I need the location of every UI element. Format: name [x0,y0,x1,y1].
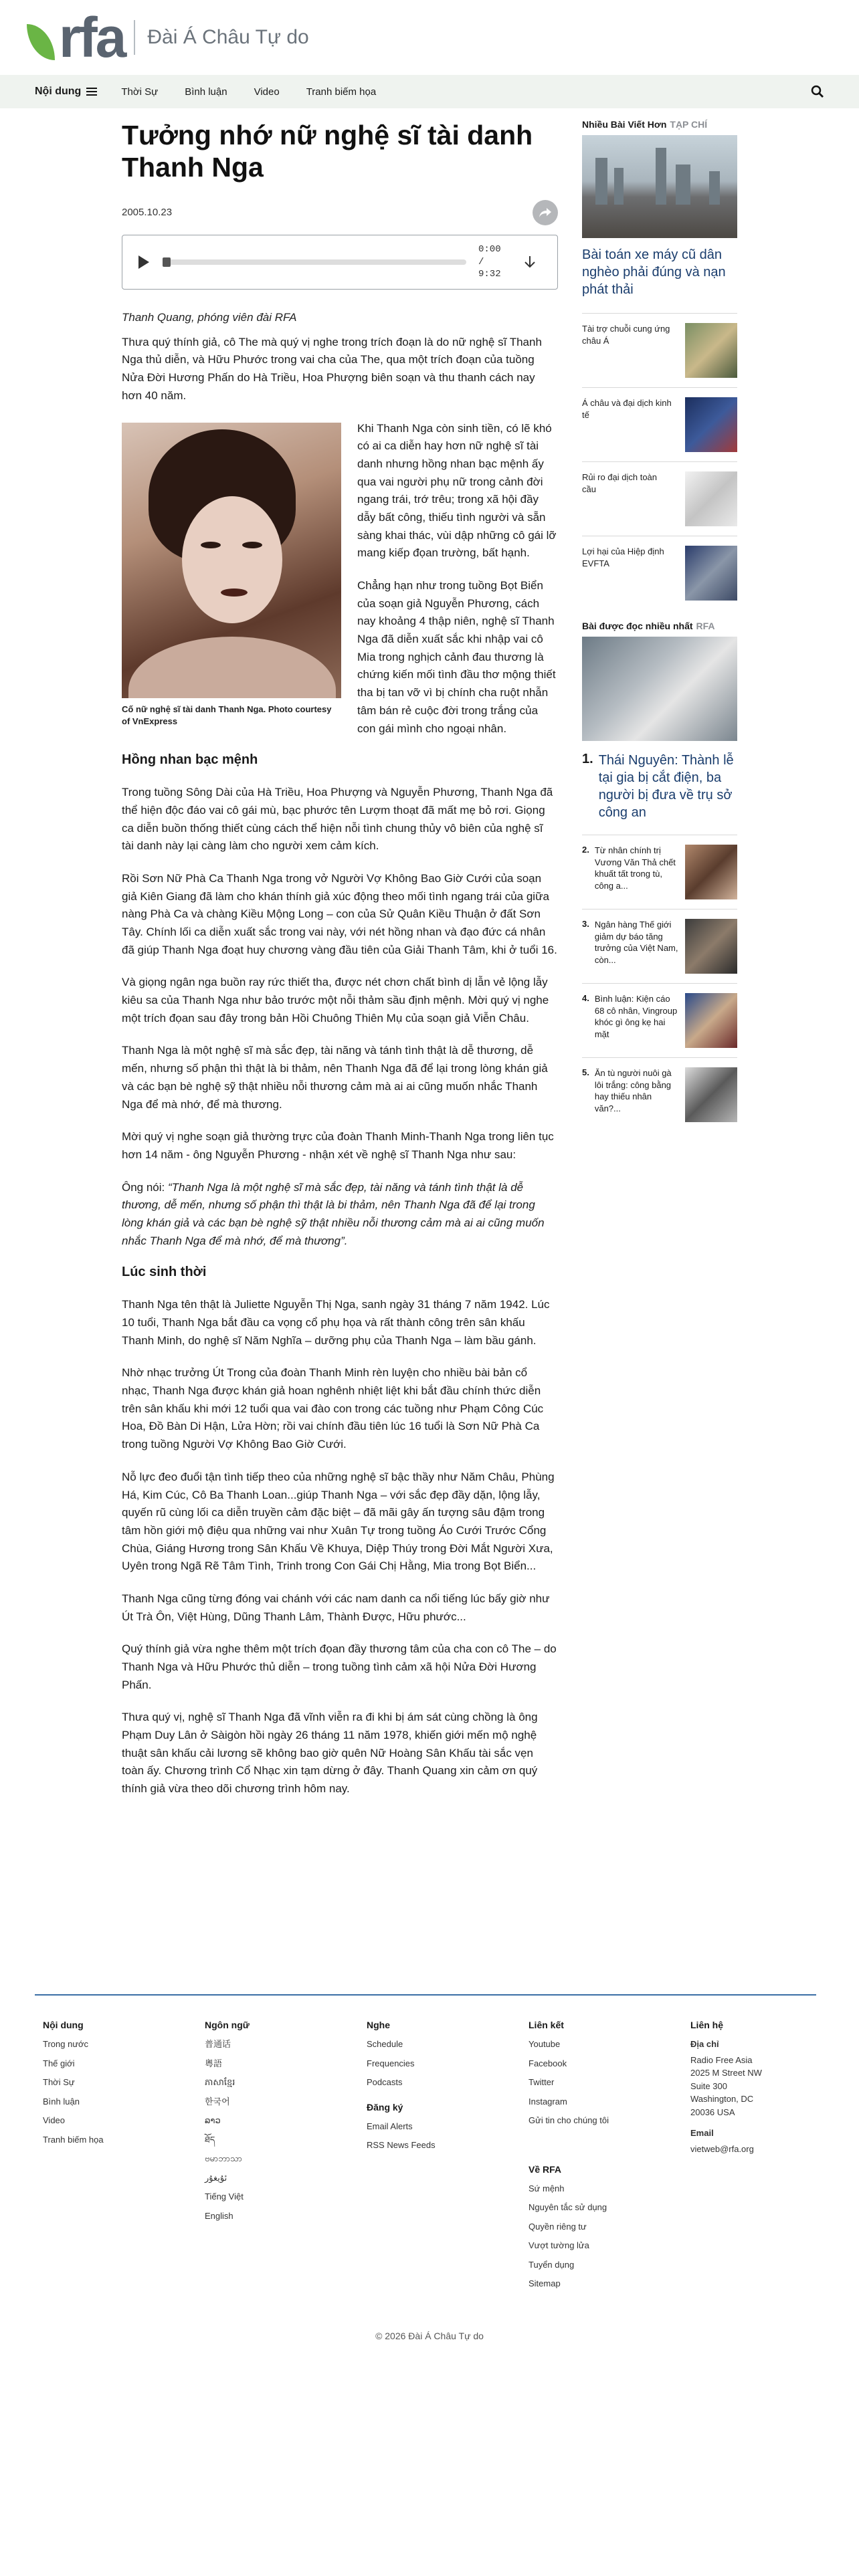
popular-item[interactable]: 4. Bình luận: Kiện cáo 68 cô nhân, Vingroup khóc gì ông kẹ hai mặt [582,983,737,1057]
nav-item-video[interactable]: Video [254,86,280,98]
footer-link[interactable]: Email Alerts [367,2121,413,2131]
paragraph: Thanh Nga tên thật là Juliette Nguyễn Thị Nga, sanh ngày 31 tháng 7 năm 1942. Lúc 10 tuổi, Thanh Nga bắt đầu ca vọng cổ phụ họa và rất thành công trên sân khấu Thanh Minh, do nghệ sĩ Năm Nghĩa – dưỡng phụ của Thanh Nga – làm bầu gánh. [122,1298,550,1347]
share-icon [539,207,552,218]
footer-link[interactable]: Video [43,2115,66,2126]
logo-divider [134,20,135,55]
play-icon[interactable] [138,255,149,269]
footer-link[interactable]: Gửi tin cho chúng tôi [529,2115,609,2126]
popular-thumbnail [685,845,737,899]
footer-link[interactable]: RSS News Feeds [367,2140,436,2151]
sidebar-item[interactable]: Lợi hại của Hiệp định EVFTA [582,536,737,610]
address-line: Washington, DC [690,2094,754,2105]
intro-paragraph: Thưa quý thính giả, cô The mà quý vị nghe trong trích đoạn là do nữ nghệ sĩ Thanh Nga thủ diễn, và Hữu Phước trong vai cha của The, qua một trích đoạn của tuồng Nửa Đời Hương Phấn do Hà Triều, Hoa Phượng biên soạn và thu thanh cách nay hơn 40 năm. [122,335,542,402]
footer-link[interactable]: Bình luận [43,2096,80,2107]
audio-progress-bar[interactable] [163,259,466,265]
footer-link[interactable]: Facebook [529,2058,567,2068]
footer-col-languages: Ngôn ngữ 普通话 粵語 ភាសាខ្មែរ 한국어 ລາວ ཐོད ဗမာဘာသာ ئۇيغۇر Tiếng Việt English [205,2020,367,2297]
popular-item[interactable]: 5. Ăn tù người nuôi gà lôi trắng: công bằng hay thiếu nhân văn?... [582,1057,737,1132]
language-link[interactable]: 한국어 [205,2096,230,2107]
language-link[interactable]: Tiếng Việt [205,2191,244,2202]
footer-col-listen: Nghe Schedule Frequencies Podcasts Đăng ký Email Alerts RSS News Feeds [367,2020,529,2297]
paragraph: Nhờ nhạc trưởng Út Trong của đoàn Thanh Minh rèn luyện cho nhiều bài bản cổ nhạc, Thanh Nga được khán giả hoan nghênh nhiệt liệt khi bắt đầu chính thức diễn trên sân khấu khi mới 12 tuổi qua vai đào con trong các tuồng như Phạm Công Cúc Hoa, Đồ Bàn Di Hận, Lửa Hờn; rồi vai chính đầu tiên lúc 16 tuổi là Sơn Nữ Phà Ca trong tuồng Người Vợ Không Bao Giờ Cưới. [122,1366,544,1451]
footer-col-links: Liên kết Youtube Facebook Twitter Instagram Gửi tin cho chúng tôi Về RFA Sứ mệnh Nguyên tắc sử dụng Quyền riêng tư Vượt tường lửa Tuyển dụng Sitemap [529,2020,690,2297]
footer-link[interactable]: Schedule [367,2039,403,2049]
popular-item[interactable]: 3. Ngân hàng Thế giới giảm dự báo tăng trưởng của Việt Nam, còn... [582,909,737,983]
sidebar-item[interactable]: Rủi ro đại dịch toàn cầu [582,461,737,536]
audio-time: 0:00 / 9:32 [478,243,508,280]
article-figure [122,423,341,729]
sidebar-item[interactable]: Tài trợ chuỗi cung ứng châu Á [582,313,737,387]
footer-link[interactable]: Youtube [529,2039,561,2049]
article-title: Tưởng nhớ nữ nghệ sĩ tài danh Thanh Nga [122,120,533,183]
popular-item[interactable]: 1. Thái Nguyên: Thành lễ tại gia bị cắt điện, ba người bị đưa về trụ sở công an [582,752,734,820]
footer-link[interactable]: Vượt tường lửa [529,2240,589,2251]
thanh-nga-photo [122,423,341,698]
quote-text: “Thanh Nga là một nghệ sĩ mà sắc đẹp, tài năng và tánh tình thật là dễ thương, dễ mến, nhưng số phận thì thật là bi thảm, nên Thanh Nga đã để lại trong lòng khán giả và các bạn bè nghệ sỹ thật nhiều nỗi thương cảm mà ai ai cũng muốn nhắc Thanh Nga để mà nhớ, để mà thương”. [122,1180,545,1247]
nav-menu-button[interactable] [35,86,97,98]
footer-link[interactable]: Instagram [529,2096,567,2107]
audio-time-current: 0:00 [478,244,501,255]
nav-item-binh-luan[interactable]: Bình luận [185,86,227,98]
paragraph: Và giọng ngân nga buồn ray rức thiết tha, được nét chơn chất bình dị lẫn vẻ lộng lẫy kiêu sa của Thanh Nga như bảo trước một nỗi thảm sầu định mệnh. Mời quý vị nghe một trích đọan sau đây trong bản Hồi Chuông Thiên Mụ của soạn giả Viễn Châu. [122,976,549,1025]
hamburger-icon [86,88,97,96]
footer-link[interactable]: Quyền riêng tư [529,2221,587,2232]
address-line: Radio Free Asia [690,2054,753,2065]
footer-link[interactable]: Thời Sự [43,2077,75,2088]
footer-link[interactable]: Sitemap [529,2278,561,2289]
nav-item-tranh-biem-hoa[interactable]: Tranh biếm họa [306,86,377,98]
paragraph: Nỗ lực đeo đuổi tận tình tiếp theo của những nghệ sĩ bậc thầy như Năm Châu, Phùng Há, Kim Cúc, Cô Ba Thanh Loan...giúp Thanh Nga – với sắc đẹp đầy dặn, lộng lẫy, quyến rũ cùng lối ca diễn truyền cảm đặc biệt – đã mãi gây ấn tượng sâu đậm trong tâm hồn giới mộ điệu qua những vai như Xuân Tự trong tuồng Áo Cưới Trước Cổng Chùa, Giáng Hương trong Sân Khấu Về Khuya, Diệp Thúy trong Đời Mắt Người Xưa, Uyên trong Ngã Rẽ Tâm Tình, Trinh trong Con Gái Chị Hằng, Mia trong Bọt Biển... [122,1470,555,1573]
sidebar [582,119,737,1132]
rfa-logo[interactable] [27,6,125,69]
language-link[interactable]: ဗမာဘာသာ [205,2153,242,2164]
language-link[interactable]: English [205,2210,233,2221]
popular-item[interactable]: 2. Từ nhân chính trị Vương Văn Thả chết khuất tất trong tù, công a... [582,835,737,909]
popular-thumbnail [685,1067,737,1122]
paragraph: Thưa quý vị, nghệ sĩ Thanh Nga đã vĩnh viễn ra đi khi bị ám sát cùng chồng là ông Phạm Duy Lân ở Sàigòn hồi ngày 26 tháng 11 năm 1978, khiến giới mến mộ nghệ thuật sân khấu cải lương sẽ không bao giờ quên Nữ Hoàng Sân Khấu tài sắc vẹn toàn ấy. Chương trình Cổ Nhạc xin tạm dừng ở đây. Thanh Quang xin cảm ơn quý thính giả vừa theo dõi chương trình hôm nay. [122,1711,538,1796]
footer-link[interactable]: Nguyên tắc sử dụng [529,2202,607,2213]
sidebar-item[interactable]: Á châu và đại dịch kinh tế [582,387,737,461]
audio-progress-knob[interactable] [163,257,171,267]
address-line: 20036 USA [690,2107,735,2117]
section-heading: Lúc sinh thời [122,1265,207,1280]
share-button[interactable] [533,200,558,225]
popular-label: Bài được đọc nhiều nhất RFA [582,621,715,631]
paragraph: Trong tuồng Sông Dài của Hà Triều, Hoa Phượng và Nguyễn Phương, Thanh Nga đã thể hiện độc đáo vai cô gái mù, bạc phước tên Lượm thoạt đã mất mẹ bỏ rơi. Giọng ca diễn buồn thống thiết cùng cách thể hiện nỗi tình chung thủy vô biên của nghệ sĩ tài danh này lại càng làm cho người xem cảm kích. [122,786,553,853]
popular-hero-image[interactable] [582,637,737,741]
photo-caption: Cố nữ nghệ sĩ tài danh Thanh Nga. Photo courtesy of VnExpress [122,704,332,727]
logo-text: rfa [59,6,125,69]
leaf-icon [27,24,55,60]
popular-thumbnail [685,993,737,1048]
language-link[interactable]: 普通话 [205,2039,231,2049]
language-link[interactable]: ភាសាខ្មែរ [205,2077,235,2088]
paragraph: Thanh Nga là một nghệ sĩ mà sắc đẹp, tài năng và tánh tình thật là dễ thương, dễ mến, nhưng số phận thì thật là bi thảm, nên Thanh Nga đã để lại trong lòng khán giả và các bạn bè nghệ sỹ thật nhiều nỗi thương cảm mà ai ai cũng muốn nhắc Thanh Nga để mà nhớ, để mà thương. [122,1044,548,1111]
footer-col-content: Nội dung Trong nước Thế giới Thời Sự Bình luận Video Tranh biếm họa [43,2020,205,2297]
footer-link[interactable]: Twitter [529,2077,555,2088]
paragraph: Chẳng hạn như trong tuồng Bọt Biển của soạn giả Nguyễn Phương, cách nay khoảng 4 thập niên, nghệ sĩ Thanh Nga đã diễn xuất sắc khi nhập vai cô Mia trong nghịch cảnh đau thương là chứng kiến mối tình đầu thơ mộng thiết tha bị tan vỡ vì bị chính cha ruột nhẫn tâm bán rẻ cuộc đời trong trắng của con gái mình cho ngoại nhân. [357,579,556,735]
byline: Thanh Quang, phóng viên đài RFA [122,310,297,324]
sidebar-thumbnail [685,397,737,452]
quote-paragraph [122,1179,558,1251]
site-footer [43,2020,799,2297]
paragraph: Khi Thanh Nga còn sinh tiền, có lẽ khó có ai ca diễn hay hơn nữ nghệ sĩ tài danh nhưng hồng nhan bạc mệnh ấy qua vai người phụ nữ trong cảnh đời ngang trái, trớ trêu; trong xã hội đầy dẫy bất công, thiếu tình người và sẵn sàng khai thác, vùi dập những cô gái lỡ mang kiếp đọan trường, bất hạnh. [357,421,557,560]
footer-link[interactable]: Thế giới [43,2058,75,2068]
language-link[interactable]: 粵語 [205,2058,223,2068]
footer-link[interactable]: Tuyển dụng [529,2259,575,2270]
nav-item-thoi-su[interactable]: Thời Sự [121,86,159,98]
sidebar-hero-image[interactable] [582,135,737,238]
email-link[interactable]: vietweb@rfa.org [690,2143,754,2154]
copyright: © 2026 Đài Á Châu Tự do [375,2331,484,2341]
sidebar-thumbnail [685,546,737,601]
audio-player [122,235,558,290]
paragraph: Thanh Nga cũng từng đóng vai chánh với các nam danh ca nổi tiếng lúc bấy giờ như Út Trà Ôn, Việt Hùng, Dũng Thanh Lâm, Thành Được, Hữu phước... [122,1592,550,1623]
language-link[interactable]: ລາວ [205,2115,221,2126]
address-line: Suite 300 [690,2080,727,2091]
quote-lead: Ông nói: [122,1180,168,1194]
sidebar-hero-title[interactable]: Bài toán xe máy cũ dân nghèo phải đúng và nạn phát thải [582,247,726,297]
sidebar-label-tag: TẠP CHÍ [670,119,708,130]
site-header [0,0,859,75]
language-link[interactable]: ئۇيغۇر [205,2172,227,2183]
footer-link[interactable]: Frequencies [367,2058,415,2068]
paragraph: Mời quý vị nghe soạn giả thường trực của đoàn Thanh Minh-Thanh Nga trong liên tục hơn 14 năm - ông Nguyễn Phương - nhận xét về nghệ sĩ Thanh Nga như sau: [122,1130,554,1161]
sidebar-thumbnail [685,323,737,378]
language-link[interactable]: ཐོད [205,2134,215,2145]
sidebar-label: Nhiều Bài Viết Hơn TẠP CHÍ [582,119,708,130]
popular-label-tag: RFA [696,621,715,631]
main-navbar [0,75,859,108]
article [122,119,558,1813]
audio-time-total: 9:32 [478,268,501,280]
paragraph: Quý thính giả vừa nghe thêm một trích đọan đầy thương tâm của cha con cô The – do Thanh Nga và Hữu Phước thủ diễn – trong tuồng tình cảm xã hội Nửa Đời Hương Phấn. [122,1642,557,1691]
article-date: 2005.10.23 [122,207,173,219]
section-heading: Hồng nhan bạc mệnh [122,752,258,768]
footer-col-contact: Liên hệ Địa chỉ Radio Free Asia 2025 M Street NW Suite 300 Washington, DC 20036 USA Email vietweb@rfa.org [690,2020,799,2297]
sidebar-thumbnail [685,471,737,526]
search-icon[interactable] [811,85,824,98]
popular-thumbnail [685,919,737,974]
nav-menu-label: Nội dung [35,86,82,97]
site-name[interactable]: Đài Á Châu Tự do [147,26,309,48]
address-line: 2025 M Street NW [690,2068,762,2078]
footer-divider [35,1994,816,1996]
footer-link[interactable]: Podcasts [367,2077,403,2088]
download-icon[interactable] [522,255,537,270]
footer-link[interactable]: Sứ mệnh [529,2183,565,2193]
paragraph: Rồi Sơn Nữ Phà Ca Thanh Nga trong vở Người Vợ Không Bao Giờ Cưới của soạn giả Kiên Giang đã làm cho khán thính giả xúc động theo mối tình ngang trái của giữa nàng Phà Ca và chàng Kiều Mộng Long – con của Sử Quân Kiều Thuận ở đất Sơn Tây. Chính lối ca diễn xuất sắc trong vai này, với nét hồng nhan và đạo đức cá nhân đã giúp Thanh Nga đoạt huy chương vàng đầu tiên của Giải Thanh Tâm, khi ở tuổi 16. [122,871,557,956]
footer-link[interactable]: Trong nước [43,2039,89,2049]
footer-link[interactable]: Tranh biếm họa [43,2134,104,2145]
